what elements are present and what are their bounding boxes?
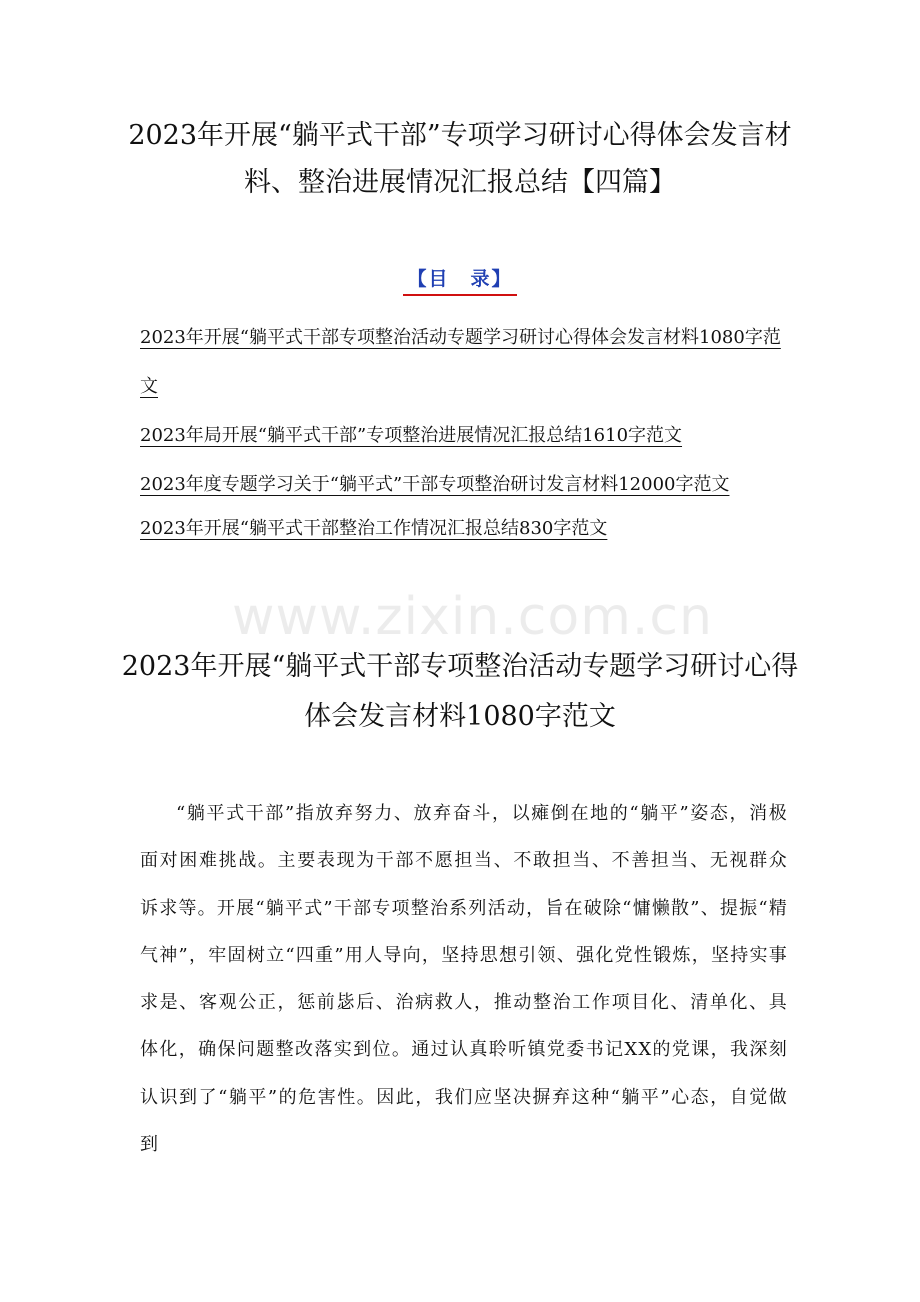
toc-link-3[interactable]: 2023年度专题学习关于“躺平式”干部专项整治研讨发言材料12000字范文 [140,474,730,495]
watermark: www.zixin.com.cn [232,587,713,647]
toc-heading-label: 【目 录】 [403,264,516,296]
table-of-contents [140,313,785,549]
article-title: 2023年开展“躺平式干部专项整治活动专题学习研讨心得体会发言材料1080字范文 [121,651,799,732]
toc-heading [0,264,920,296]
toc-link-1[interactable]: 2023年开展“躺平式干部专项整治活动专题学习研讨心得体会发言材料1080字范文 [140,327,781,397]
toc-link-4[interactable]: 2023年开展“躺平式干部整治工作情况汇报总结830字范文 [140,518,608,539]
document-title: 2023年开展“躺平式干部”专项学习研讨心得体会发言材料、整治进展情况汇报总结【四篇】 [128,120,792,198]
toc-link-2[interactable]: 2023年局开展“躺平式干部”专项整治进展情况汇报总结1610字范文 [140,425,683,446]
body-paragraph: “躺平式干部”指放弃努力、放弃奋斗，以瘫倒在地的“躺平”姿态，消极面对困难挑战。主要表现为干部不愿担当、不敢担当、不善担当、无视群众诉求等。开展“躺平式”干部专项整治系列活动，旨在破除“慵懒散”、提振“精气神”，牢固树立“四重”用人导向，坚持思想引领、强化党性锻炼，坚持实事求是、客观公正，惩前毖后、治病救人，推动整治工作项目化、清单化、具体化，确保问题整改落实到位。通过认真聆听镇党委书记XX的党课，我深刻认识到了“躺平”的危害性。因此，我们应坚决摒弃这种“躺平”心态，自觉做到 [140,803,788,1156]
